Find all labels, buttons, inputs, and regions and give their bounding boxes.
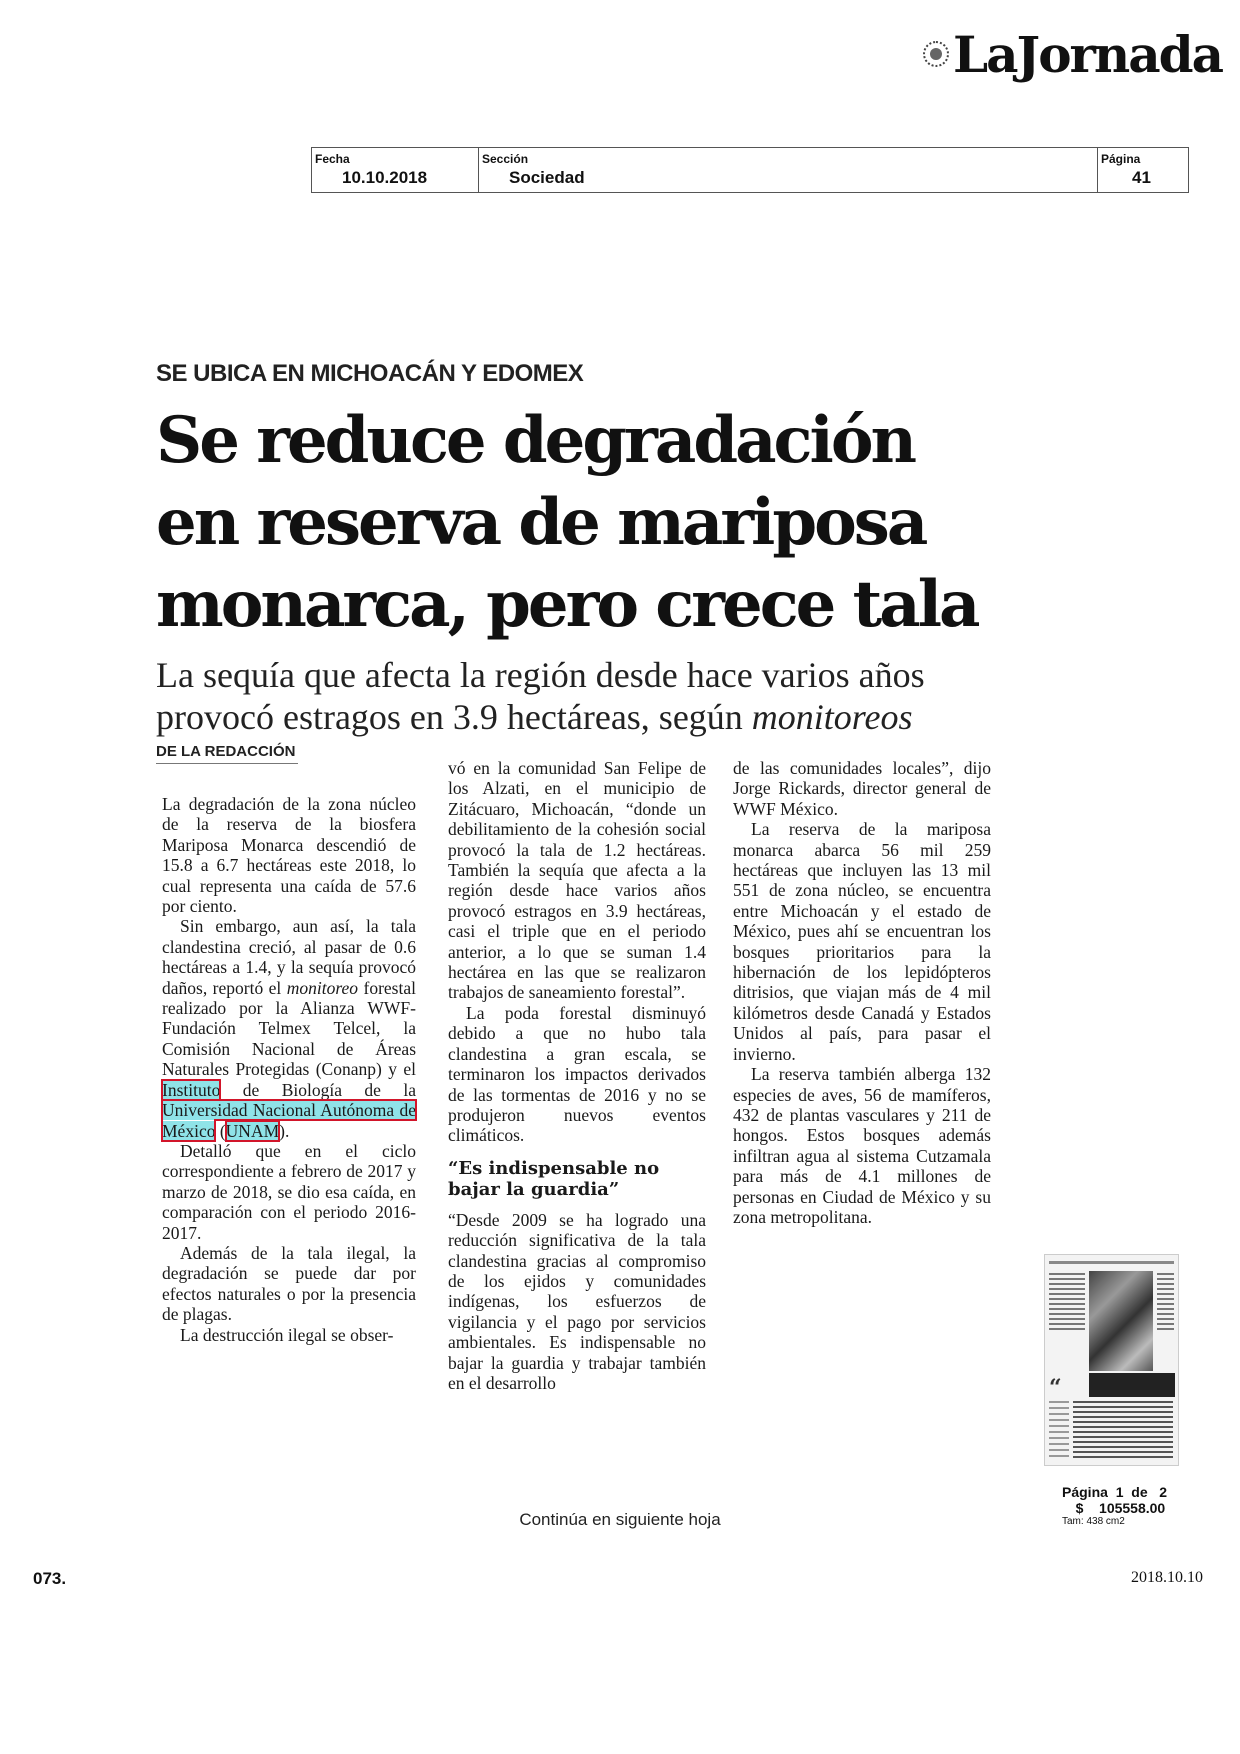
currency-symbol: $ xyxy=(1075,1500,1084,1516)
headline-line: en reserva de mariposa xyxy=(156,485,926,560)
page-label: Página xyxy=(1062,1484,1108,1500)
byline: DE LA REDACCIÓN xyxy=(156,743,296,760)
newspaper-logo xyxy=(923,24,1222,84)
highlighted-term: Universidad Nacional Autónoma de México xyxy=(162,1100,416,1141)
page-number: 1 xyxy=(1115,1484,1124,1500)
pagina-value: 41 xyxy=(1132,168,1151,187)
seccion-value: Sociedad xyxy=(509,168,585,187)
page-size: Tam: 438 cm2 xyxy=(1062,1516,1125,1527)
text-run: ( xyxy=(215,1120,226,1141)
deck-text: provocó estragos en 3.9 hectáreas, según xyxy=(156,697,752,737)
header-info-box xyxy=(311,147,1189,193)
thumbnail-headline-block xyxy=(1089,1373,1175,1397)
thumbnail-header-bar xyxy=(1049,1261,1174,1264)
emphasis: monitoreo xyxy=(286,977,359,998)
pagina-cell xyxy=(1097,148,1188,192)
document-code: 073. xyxy=(33,1569,67,1588)
text-run: forestal realizado por la Alianza WWF-Fundación Telmex Telcel, la Comisión Nacional de Áreas Naturales Protegidas (Conanp) y el xyxy=(162,977,416,1080)
paragraph: vó en la comunidad San Felipe de los Alzati, en el municipio de Zitácuaro, Michoacán, “donde un debilitamiento de la cohesión social provocó la tala de 1.2 hectáreas. También la sequía que afecta a la región desde hace varios años provocó estragos en 3.9 hectáreas, casi el triple que en el periodo anterior, a lo que se suman 1.4 hectárea en las que se realizaron trabajos de saneamiento forestal”. xyxy=(448,758,706,1003)
thumbnail-text-block xyxy=(1049,1401,1069,1461)
quote-icon: “ xyxy=(1049,1375,1062,1401)
thumbnail-body-block xyxy=(1073,1401,1173,1461)
thumbnail-photo xyxy=(1089,1271,1153,1371)
cost-amount: 105558.00 xyxy=(1099,1500,1166,1516)
article-column-2 xyxy=(448,758,706,1393)
paragraph: Detalló que en el ciclo correspondiente a febrero de 2017 y marzo de 2018, se dio esa caída, en comparación con el periodo 2016-2017. xyxy=(162,1140,416,1243)
kicker: SE UBICA EN MICHOACÁN Y EDOMEX xyxy=(156,360,584,387)
fecha-cell xyxy=(312,148,479,192)
seccion-cell xyxy=(479,148,1088,192)
page-thumbnail[interactable] xyxy=(1044,1254,1179,1466)
logo-text: LaJornada xyxy=(952,24,1222,84)
paragraph xyxy=(162,916,416,1140)
article-column-3 xyxy=(733,758,991,1227)
deck-line xyxy=(156,696,1056,738)
paragraph: Además de la tala ilegal, la degradación se puede dar por efectos naturales o por la presencia de plagas. xyxy=(162,1242,416,1325)
headline xyxy=(156,400,1016,646)
paragraph: La reserva de la mariposa monarca abarca 56 mil 259 hectáreas que incluyen las 13 mil 551 de zona núcleo, se encuentra entre Michoacán y el estado de México, pues ahí se encuentran los bosques prioritarios para la hibernación de los lepidópteros ditrisios, que viajan más de 4 mil kilómetros desde Canadá y Estados Unidos al país, para pasar el invierno. xyxy=(733,819,991,1064)
paragraph: de las comunidades locales”, dijo Jorge Rickards, director general de WWF México. xyxy=(733,758,991,819)
subheading: “Es indispensable no bajar la guardia” xyxy=(448,1157,660,1200)
thumbnail-text-block xyxy=(1049,1273,1085,1333)
text-run: ). xyxy=(279,1120,290,1141)
fecha-value: 10.10.2018 xyxy=(342,168,428,187)
text-run: de Biología de la xyxy=(220,1079,416,1100)
deck-line: La sequía que afecta la región desde hace varios años xyxy=(156,655,925,695)
sun-icon xyxy=(923,41,949,67)
page-of: de xyxy=(1131,1484,1148,1500)
deck xyxy=(156,654,1056,738)
continued-note: Continúa en siguiente hoja xyxy=(519,1510,721,1529)
highlighted-term: Instituto xyxy=(162,1079,221,1100)
headline-line: monarca, pero crece tala xyxy=(156,567,978,642)
paragraph: La destrucción ilegal se obser- xyxy=(180,1324,394,1345)
byline-divider xyxy=(156,763,298,764)
headline-line: Se reduce degradación xyxy=(156,403,915,478)
deck-emphasis: monitoreos xyxy=(751,697,913,737)
article-column-1 xyxy=(162,794,416,1345)
fecha-label: Fecha xyxy=(315,152,350,166)
text-run: Sin embargo, aun así, la tala clandestina creció, al pasar de 0.6 hectáreas a 1.4, y la sequía provocó daños, reportó el xyxy=(162,916,416,998)
paragraph: La reserva también alberga 132 especies de aves, 56 de mamíferos, 432 de plantas vasculares y 211 de hongos. Estos bosques además infiltran agua al sistema Cutzamala para más de 4.1 millones de personas en Ciudad de México y su zona metropolitana. xyxy=(733,1064,991,1227)
highlighted-term: UNAM xyxy=(225,1120,280,1141)
paragraph: La degradación de la zona núcleo de la reserva de la biosfera Mariposa Monarca descendió de 15.8 a 6.7 hectáreas este 2018, lo cual representa una caída de 57.6 por ciento. xyxy=(162,794,416,917)
page-count xyxy=(1062,1484,1192,1500)
paragraph: “Desde 2009 se ha logrado una reducción significativa de la tala clandestina gracias al compromiso de los ejidos y comunidades indígenas, los esfuerzos de vigilancia y el pago por servicios ambientales. Es indispensable no bajar la guardia y trabajar también en el desarrollo xyxy=(448,1209,706,1393)
footer-date: 2018.10.10 xyxy=(1131,1569,1203,1586)
page-total: 2 xyxy=(1159,1484,1168,1500)
paragraph: La poda forestal disminuyó debido a que no hubo tala clandestina a gran escala, se terminaron los impactos derivados de las tormentas de 2016 y no se produjeron nuevos eventos climáticos. xyxy=(448,1002,706,1146)
thumbnail-text-block xyxy=(1157,1273,1174,1333)
seccion-label: Sección xyxy=(482,152,529,166)
pagina-label: Página xyxy=(1101,152,1141,166)
